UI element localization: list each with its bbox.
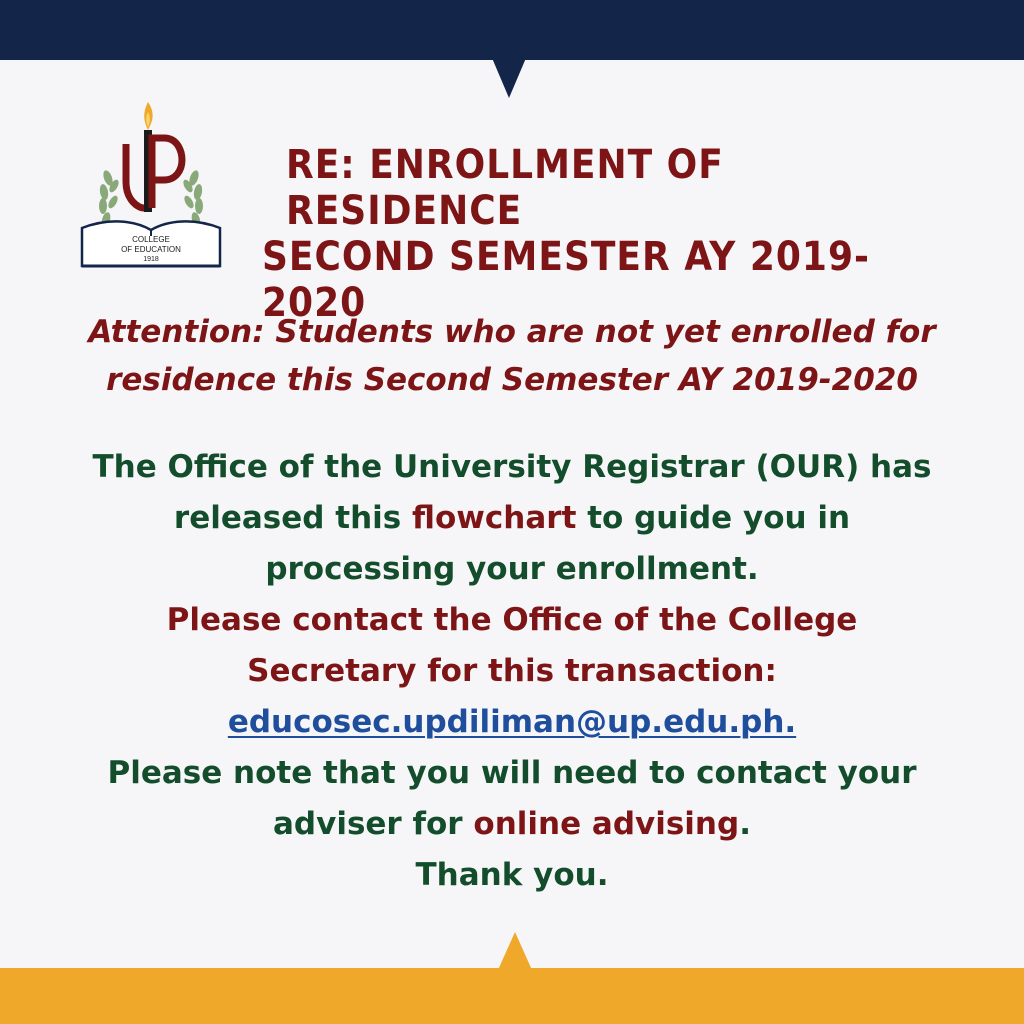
email-link[interactable]: educosec.updiliman@up.edu.ph. [227, 704, 797, 740]
title-line-2: SECOND SEMESTER AY 2019-2020 [262, 234, 870, 326]
announcement-body [40, 442, 984, 901]
body-line-2-start: released this [173, 500, 413, 536]
bottom-banner-notch [498, 932, 532, 970]
top-banner-bar [0, 0, 1024, 60]
attention-line-1: Attention: Students who are not yet enrolled for [88, 314, 936, 350]
logo-text-year: 1918 [143, 256, 159, 263]
contact-line-2: Secretary for this transaction: [247, 653, 777, 689]
attention-line-2: residence this Second Semester AY 2019-2020 [106, 362, 918, 398]
title-line-1: RE: ENROLLMENT OF RESIDENCE [286, 142, 724, 234]
note-line-2-end: . [739, 806, 751, 842]
contact-line-1: Please contact the Office of the College [166, 602, 858, 638]
college-logo [78, 100, 224, 272]
page-title [262, 142, 902, 326]
up-college-of-education-logo-icon [78, 100, 224, 272]
thank-you-text: Thank you. [415, 857, 609, 893]
flowchart-highlight: flowchart [412, 500, 577, 536]
attention-notice [40, 308, 984, 404]
body-line-2-end: to guide you in [576, 500, 851, 536]
note-line-2-start: adviser for [273, 806, 474, 842]
note-line-1: Please note that you will need to contact your [107, 755, 917, 791]
body-line-2 [40, 493, 984, 544]
logo-text-college: COLLEGE [132, 235, 170, 244]
online-advising-highlight: online advising [473, 806, 740, 842]
body-line-1: The Office of the University Registrar (OUR) has [92, 449, 932, 485]
top-banner-notch [492, 58, 526, 98]
note-line-2 [40, 799, 984, 850]
logo-text-of-education: OF EDUCATION [121, 245, 181, 254]
body-line-3: processing your enrollment. [265, 551, 759, 587]
bottom-banner-bar [0, 968, 1024, 1024]
